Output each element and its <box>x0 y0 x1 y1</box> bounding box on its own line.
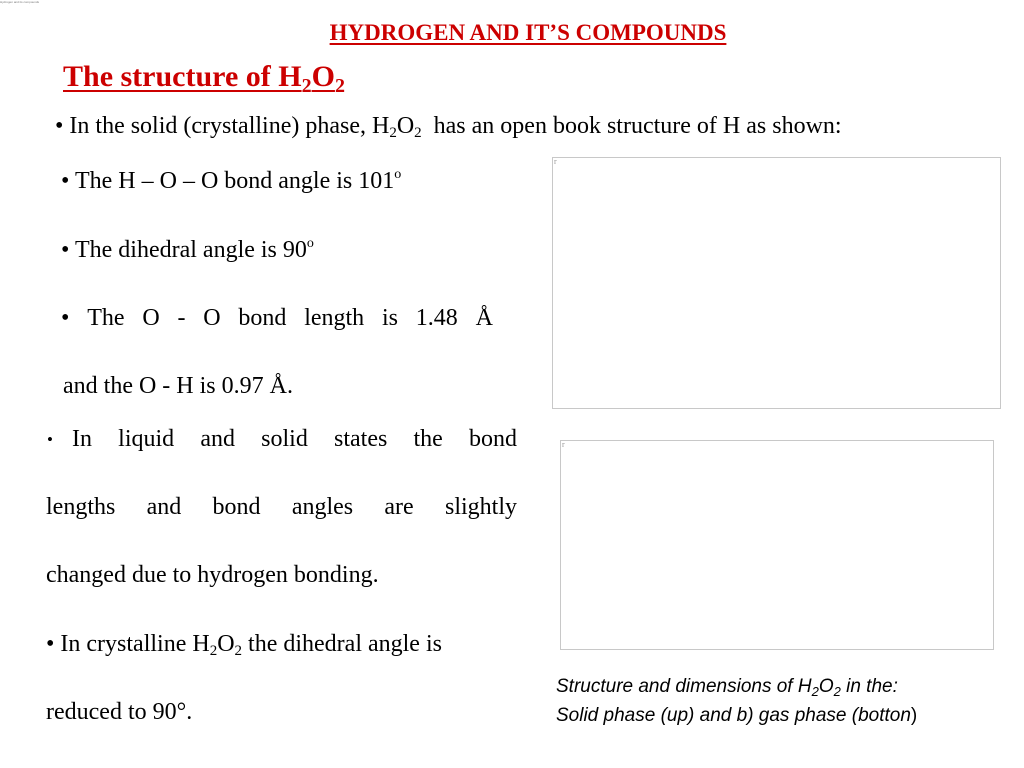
slide-title: The structure of $H_2O_2$ <box>63 60 345 97</box>
gas-phase-structure-image <box>560 440 994 650</box>
crystalline-line-1: • In crystalline $H_2O_2$ the dihedral angle is <box>46 631 442 659</box>
figure-caption-line-1: Structure and dimensions of $H_2O_2$ in the: <box>556 676 898 699</box>
solid-phase-structure-image <box>552 157 1001 409</box>
image-corner-mark: r <box>554 157 557 166</box>
page-header: HYDROGEN AND IT’S COMPOUNDS <box>329 20 727 45</box>
crystalline-line-2: reduced to 90°. <box>46 699 193 725</box>
image-corner-mark: r <box>562 440 565 449</box>
intro-line: • In the solid (crystalline) phase, $H_2O_2$ has an open book structure of H as shown: <box>55 113 842 141</box>
dihedral-angle-point: • The dihedral angle is 90$^o$ <box>61 236 314 263</box>
liquid-line-2: lengths and bond angles are slightly <box>46 494 517 520</box>
liquid-bullet: • <box>47 430 53 449</box>
oo-bond-length-point: • The O - O bond length is 1.48 Å <box>61 305 493 331</box>
top-watermark: Hydrogen and its compounds <box>0 0 40 4</box>
liquid-line-1: In liquid and solid states the bond <box>72 426 517 452</box>
liquid-line-3: changed due to hydrogen bonding. <box>46 562 379 588</box>
bond-angle-point: • The H – O – O bond angle is 101$^o$ <box>61 167 402 194</box>
oh-bond-length-line: and the O - H is 0.97 Å. <box>63 373 293 399</box>
figure-caption-line-2: Solid phase (up) and b) gas phase (botton) <box>556 705 918 726</box>
